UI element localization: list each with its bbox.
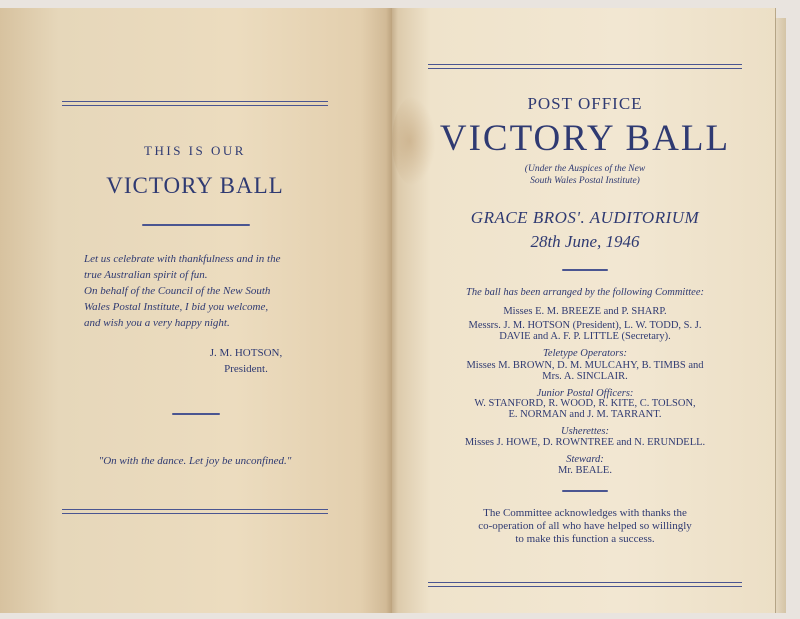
venue: GRACE BROS'. AUDITORIUM (470, 208, 700, 227)
left-heading: THIS IS OUR (144, 143, 246, 158)
right-top-rule (428, 64, 742, 69)
subtitle-line: South Wales Postal Institute) (530, 176, 640, 186)
center-fold (386, 8, 398, 613)
text-line: Let us celebrate with thankfulness and in the (84, 253, 281, 265)
committee-intro: The ball has been arranged by the following Committee: (466, 287, 704, 298)
text-line: Wales Postal Institute, I bid you welcome, (84, 301, 269, 313)
page-edge (775, 18, 786, 613)
welcome-paragraph-1 (84, 251, 334, 283)
committee-names: DAVIE and A. F. P. LITTLE (Secretary). (499, 331, 671, 342)
right-title: VICTORY BALL (439, 118, 731, 159)
left-bottom-rule (62, 509, 328, 514)
committee-names: Mr. BEALE. (558, 465, 612, 476)
welcome-paragraph-2 (84, 283, 334, 331)
committee-names: Messrs. J. M. HOTSON (President), L. W. TODD, S. J. (468, 320, 702, 331)
committee-names: Misses J. HOWE, D. ROWNTREE and N. ERUNDELL. (464, 437, 706, 448)
signature-name: J. M. HOTSON, (209, 347, 283, 359)
committee-names: Mrs. A. SINCLAIR. (542, 371, 628, 382)
committee-names: Misses M. BROWN, D. M. MULCAHY, B. TIMBS and (466, 360, 704, 371)
text-line: and wish you a very happy night. (84, 317, 230, 329)
right-divider-2 (562, 490, 608, 492)
right-divider-1 (562, 269, 608, 271)
committee-role-heading: Junior Postal Officers: (536, 388, 634, 399)
left-top-rule (62, 101, 328, 106)
subtitle-line: (Under the Auspices of the New (524, 164, 646, 174)
acknowledgement-line: to make this function a success. (515, 533, 655, 545)
quote: "On with the dance. Let joy be unconfined." (98, 455, 292, 467)
signature-title: President. (224, 363, 268, 375)
committee-names: W. STANFORD, R. WOOD, R. KITE, C. TOLSON, (474, 398, 696, 409)
right-bottom-rule (428, 582, 742, 587)
committee-role-heading: Usherettes: (560, 426, 609, 437)
acknowledgement-line: co-operation of all who have helped so willingly (478, 520, 692, 532)
left-title: VICTORY BALL (106, 173, 284, 198)
committee-names: E. NORMAN and J. M. TARRANT. (508, 409, 662, 420)
acknowledgement-line: The Committee acknowledges with thanks the (483, 507, 687, 519)
event-date: 28th June, 1946 (530, 232, 640, 251)
left-divider-2 (172, 413, 220, 415)
committee-role-heading: Teletype Operators: (543, 348, 627, 359)
left-divider-1 (142, 224, 250, 226)
text-line: true Australian spirit of fun. (84, 269, 208, 281)
committee-role-heading: Steward: (566, 454, 604, 465)
text-line: On behalf of the Council of the New South (84, 285, 271, 297)
overline: POST OFFICE (527, 94, 643, 113)
committee-names: Misses E. M. BREEZE and P. SHARP. (503, 306, 667, 317)
